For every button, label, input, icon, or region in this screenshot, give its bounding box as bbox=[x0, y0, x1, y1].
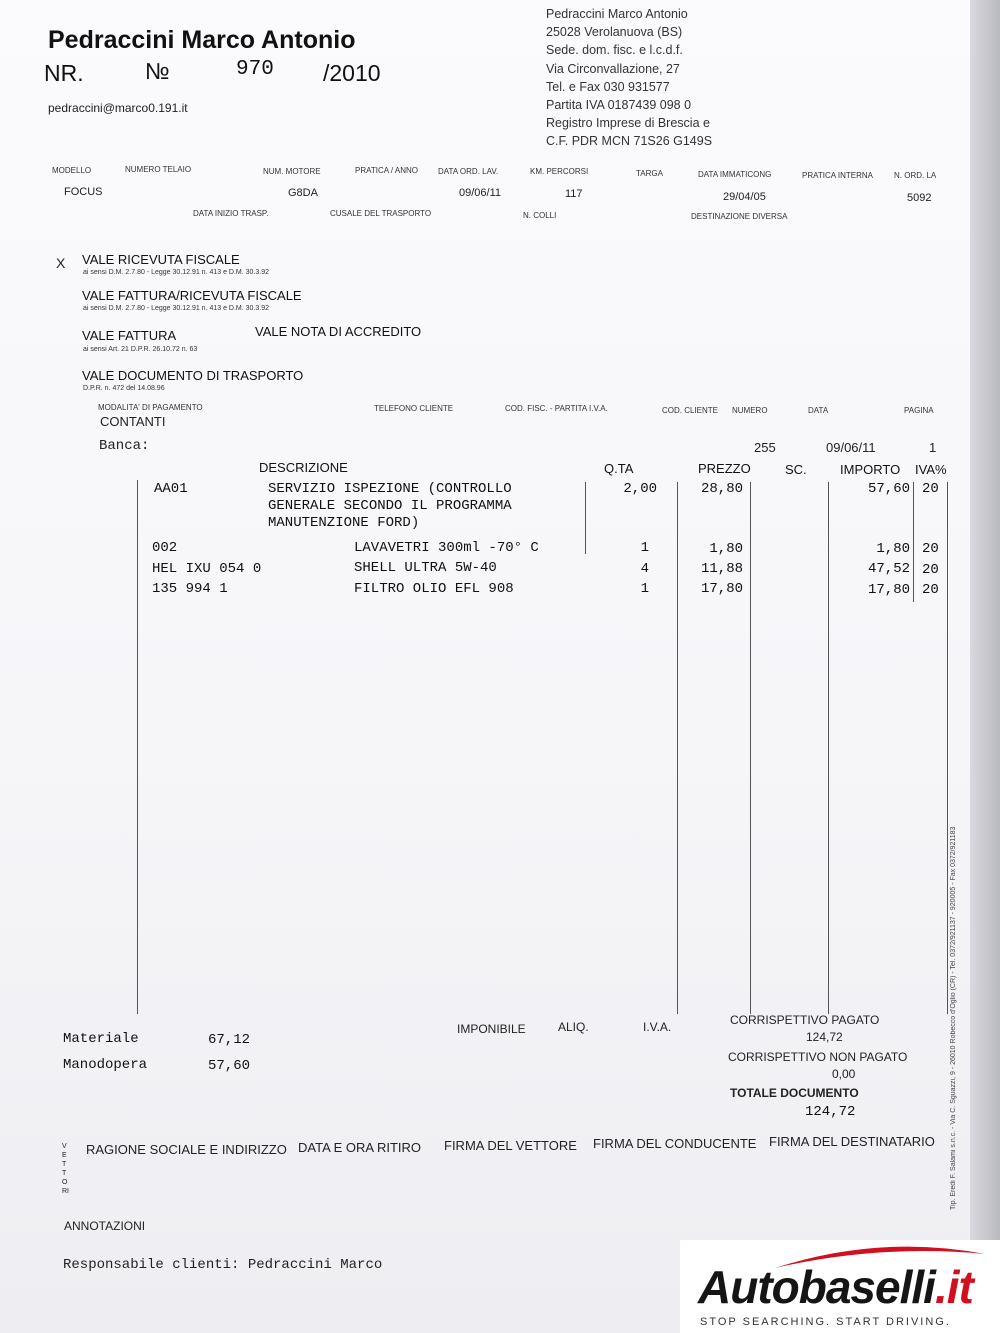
document-number: 970 bbox=[236, 58, 274, 81]
value-km-percorsi: 117 bbox=[565, 188, 583, 200]
column-qta: Q.TA bbox=[604, 461, 634, 476]
annotazioni-label: ANNOTAZIONI bbox=[64, 1219, 146, 1233]
item-iva: 20 bbox=[922, 582, 939, 598]
logo-tld: .it bbox=[934, 1261, 973, 1313]
column-sc: SC. bbox=[785, 462, 807, 477]
document-pagina: 1 bbox=[929, 440, 937, 455]
table-rule-iva bbox=[913, 482, 914, 602]
sender-line: Sede. dom. fisc. e l.c.d.f. bbox=[546, 43, 683, 58]
label-causale-trasporto: CUSALE DEL TRASPORTO bbox=[330, 209, 432, 218]
document-data: 09/06/11 bbox=[826, 440, 876, 455]
document-year: /2010 bbox=[323, 60, 381, 86]
item-importo: 47,52 bbox=[867, 561, 910, 577]
checked-mark: X bbox=[56, 255, 66, 271]
autobaselli-logo bbox=[680, 1240, 1000, 1333]
item-importo: 57,60 bbox=[867, 481, 910, 497]
legal-fattura: ai sensi Art. 21 D.P.R. 26.10.72 n. 63 bbox=[83, 346, 198, 353]
item-description: MANUTENZIONE FORD) bbox=[268, 515, 420, 531]
responsabile-clienti: Responsabile clienti: Pedraccini Marco bbox=[63, 1257, 383, 1273]
label-n-colli: N. COLLI bbox=[523, 211, 557, 220]
item-importo: 1,80 bbox=[876, 541, 910, 557]
item-importo: 17,80 bbox=[867, 582, 910, 598]
value-data-immatricolazione: 29/04/05 bbox=[723, 191, 766, 203]
iva-label: I.V.A. bbox=[643, 1020, 672, 1034]
value-modello: FOCUS bbox=[64, 186, 103, 198]
label-modalita-pagamento: MODALITA' DI PAGAMENTO bbox=[98, 403, 203, 412]
totale-documento-label: TOTALE DOCUMENTO bbox=[730, 1086, 859, 1100]
printer-note: Tip. Eredi F. Salami s.n.c. - Via C. Sguazzi, 9 - 26010 Robecco d'Oglio (CR) - Tel. 0372/921137 - 920005 - Fax 0372/921183 bbox=[950, 826, 957, 1210]
imponibile-label: IMPONIBILE bbox=[457, 1022, 526, 1036]
business-name: Pedraccini Marco Antonio bbox=[48, 26, 356, 54]
column-importo: IMPORTO bbox=[840, 462, 901, 477]
label-numero: NUMERO bbox=[732, 406, 768, 415]
item-qta: 4 bbox=[640, 561, 649, 577]
aliquota-label: ALIQ. bbox=[558, 1020, 589, 1034]
vettori-label: VETTORI bbox=[62, 1143, 69, 1195]
sender-line: 25028 Verolanuova (BS) bbox=[546, 25, 683, 40]
item-description: LAVAVETRI 300ml -70° C bbox=[354, 540, 539, 556]
value-n-ord-la: 5092 bbox=[907, 192, 932, 204]
label-data-ord-lav: DATA ORD. LAV. bbox=[438, 167, 499, 176]
column-iva: IVA% bbox=[915, 462, 947, 477]
corrispettivo-non-pagato-value: 0,00 bbox=[832, 1067, 856, 1081]
banca-label: Banca: bbox=[99, 438, 150, 454]
label-km-percorsi: KM. PERCORSI bbox=[530, 167, 589, 176]
label-pratica-anno: PRATICA / ANNO bbox=[355, 166, 418, 175]
sender-line: Pedraccini Marco Antonio bbox=[546, 7, 688, 21]
sender-line: C.F. PDR MCN 71S26 G149S bbox=[546, 134, 713, 149]
table-rule-sc bbox=[750, 482, 751, 1014]
item-qta: 1 bbox=[640, 540, 649, 556]
legal-fattura-ricevuta: ai sensi D.M. 2.7.80 - Legge 30.12.91 n. 413 e D.M. 30.3.92 bbox=[83, 305, 270, 312]
sender-line: Tel. e Fax 030 931577 bbox=[546, 79, 670, 94]
option-fattura: VALE FATTURA bbox=[82, 328, 177, 343]
table-rule-left bbox=[137, 480, 138, 1014]
logo-brand: Autobaselli bbox=[698, 1261, 935, 1313]
item-qta: 2,00 bbox=[623, 481, 657, 497]
logo-wordmark bbox=[698, 1260, 973, 1314]
sender-line: Via Circonvallazione, 27 bbox=[546, 61, 680, 76]
legal-documento-trasporto: D.P.R. n. 472 del 14.08.96 bbox=[83, 385, 165, 392]
label-data-inizio-trasporto: DATA INIZIO TRASP. bbox=[193, 209, 269, 218]
paper-edge-shadow bbox=[970, 0, 1000, 1333]
value-num-motore: G8DA bbox=[288, 187, 318, 199]
item-iva: 20 bbox=[922, 481, 939, 497]
label-data: DATA bbox=[808, 406, 829, 415]
ragione-sociale-field: RAGIONE SOCIALE E INDIRIZZO bbox=[86, 1142, 287, 1157]
label-n-ord-la: N. ORD. LA bbox=[894, 171, 937, 180]
firma-vettore-field: FIRMA DEL VETTORE bbox=[444, 1138, 577, 1153]
label-pagina: PAGINA bbox=[904, 406, 934, 415]
label-numero-telaio: NUMERO TELAIO bbox=[125, 165, 192, 174]
number-symbol: № bbox=[145, 58, 170, 84]
option-documento-trasporto: VALE DOCUMENTO DI TRASPORTO bbox=[82, 368, 304, 383]
item-description: SHELL ULTRA 5W-40 bbox=[354, 560, 497, 576]
label-telefono-cliente: TELEFONO CLIENTE bbox=[374, 404, 454, 413]
value-data-ord-lav: 09/06/11 bbox=[459, 187, 502, 199]
item-prezzo: 1,80 bbox=[709, 541, 743, 557]
item-description: FILTRO OLIO EFL 908 bbox=[354, 581, 514, 597]
option-fattura-ricevuta: VALE FATTURA/RICEVUTA FISCALE bbox=[82, 288, 302, 303]
label-pratica-interna: PRATICA INTERNA bbox=[802, 171, 873, 180]
corrispettivo-pagato-value: 124,72 bbox=[806, 1030, 843, 1044]
item-prezzo: 11,88 bbox=[700, 561, 743, 577]
item-prezzo: 28,80 bbox=[700, 481, 743, 497]
totale-documento-value: 124,72 bbox=[805, 1104, 856, 1120]
document-numero: 255 bbox=[754, 440, 776, 455]
table-rule-right bbox=[947, 482, 948, 1014]
label-data-immatricolazione: DATA IMMATICONG bbox=[698, 170, 772, 179]
label-targa: TARGA bbox=[636, 169, 663, 178]
item-iva: 20 bbox=[922, 562, 939, 578]
materiale-value: 67,12 bbox=[208, 1032, 251, 1048]
manodopera-label: Manodopera bbox=[63, 1057, 148, 1073]
sender-line: Registro Imprese di Brescia e bbox=[546, 116, 710, 131]
legal-ricevuta-fiscale: ai sensi D.M. 2.7.80 - Legge 30.12.91 n. 413 e D.M. 30.3.92 bbox=[83, 269, 270, 276]
label-modello: MODELLO bbox=[52, 166, 92, 175]
label-codice-fiscale: COD. FISC. - PARTITA I.V.A. bbox=[505, 404, 608, 413]
logo-tagline: STOP SEARCHING. START DRIVING. bbox=[700, 1316, 951, 1328]
label-num-motore: NUM. MOTORE bbox=[263, 167, 321, 176]
option-nota-accredito: VALE NOTA DI ACCREDITO bbox=[255, 324, 422, 339]
item-code: AA01 bbox=[154, 481, 188, 497]
item-code: HEL IXU 054 0 bbox=[152, 561, 262, 577]
sender-line: Partita IVA 0187439 098 0 bbox=[546, 98, 692, 113]
option-ricevuta-fiscale: VALE RICEVUTA FISCALE bbox=[82, 252, 240, 267]
item-description: GENERALE SECONDO IL PROGRAMMA bbox=[268, 498, 512, 514]
corrispettivo-pagato-label: CORRISPETTIVO PAGATO bbox=[730, 1013, 880, 1027]
column-descrizione: DESCRIZIONE bbox=[259, 460, 348, 475]
corrispettivo-non-pagato-label: CORRISPETTIVO NON PAGATO bbox=[728, 1050, 908, 1064]
item-description: SERVIZIO ISPEZIONE (CONTROLLO bbox=[268, 481, 512, 497]
label-destinazione-diversa: DESTINAZIONE DIVERSA bbox=[691, 212, 788, 221]
nr-label: NR. bbox=[44, 60, 84, 86]
sender-block bbox=[546, 5, 712, 151]
email: pedraccini@marco0.191.it bbox=[48, 101, 188, 115]
column-prezzo: PREZZO bbox=[698, 461, 751, 476]
item-code: 002 bbox=[152, 540, 178, 556]
data-ora-ritiro-field: DATA E ORA RITIRO bbox=[298, 1140, 422, 1155]
manodopera-value: 57,60 bbox=[208, 1058, 251, 1074]
item-qta: 1 bbox=[640, 581, 649, 597]
firma-destinatario-field: FIRMA DEL DESTINATARIO bbox=[769, 1134, 935, 1149]
payment-method: CONTANTI bbox=[100, 414, 166, 429]
firma-conducente-field: FIRMA DEL CONDUCENTE bbox=[593, 1136, 757, 1151]
item-iva: 20 bbox=[922, 541, 939, 557]
materiale-label: Materiale bbox=[63, 1031, 139, 1047]
item-prezzo: 17,80 bbox=[700, 581, 743, 597]
label-codice-cliente: COD. CLIENTE bbox=[662, 406, 719, 415]
item-code: 135 994 1 bbox=[152, 581, 228, 597]
